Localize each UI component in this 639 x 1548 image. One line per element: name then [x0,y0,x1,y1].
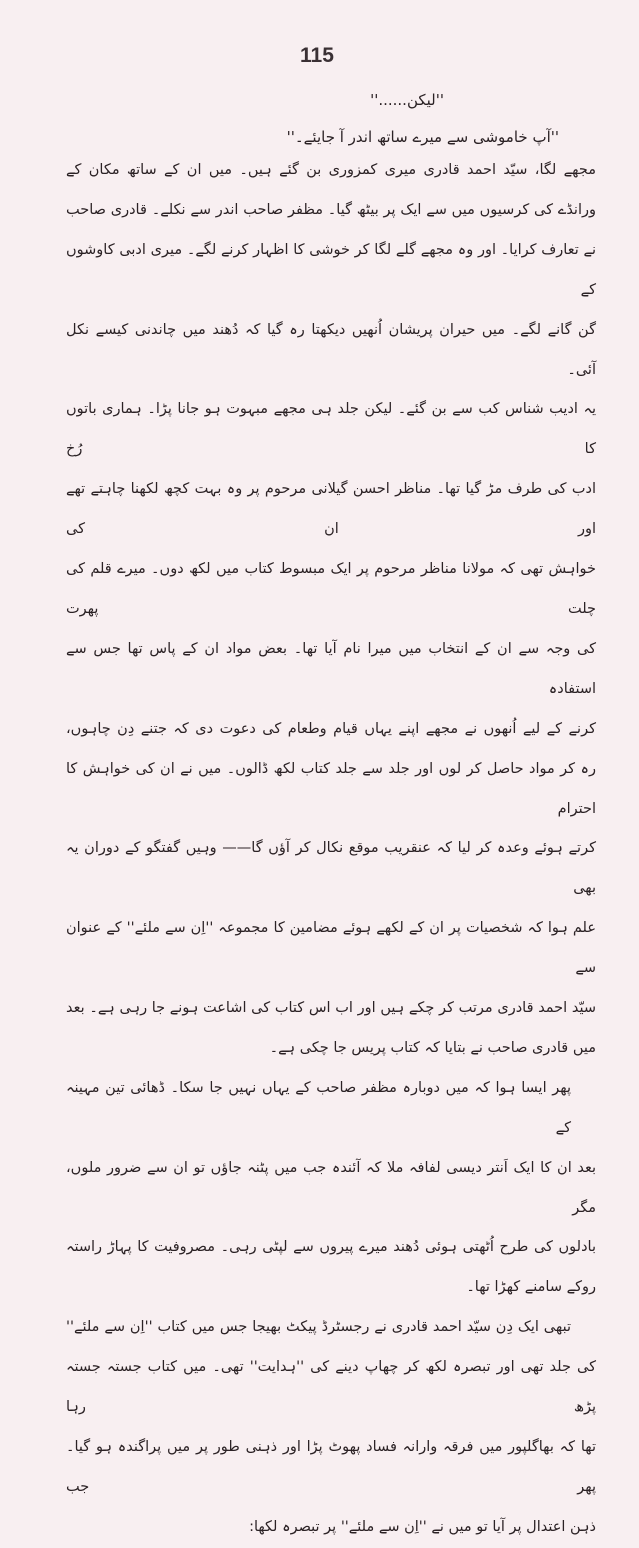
text-line: ذہن اعتدال پر آیا تو میں نے ''اِن سے ملئے'' پر تبصرہ لکھا: [249,1518,596,1535]
text-line: یہ ادیب شناس کب سے بن گئے۔ لیکن جلد ہی مجھے مبہوت ہو جانا پڑا۔ ہماری باتوں کا رُخ [66,401,596,458]
text-line: بادلوں کی طرح اُٹھتی ہوئی دُھند میرے پیروں سے لپٹی رہی۔ مصروفیت کا پہاڑ راستہ [66,1239,596,1256]
text-line: کرنے کے لیے اُنھوں نے مجھے اپنے یہاں قیام وطعام کی دعوت دی کہ جتنے دِن چاہوں، [66,720,596,737]
text-line: میں قادری صاحب نے بتایا کہ کتاب پریس جا چکی ہے۔ [269,1039,596,1056]
text-line: رہ کر مواد حاصل کر لوں اور جلد سے جلد کتاب لکھ ڈالوں۔ میں نے ان کی خواہش کا احترام [66,760,596,817]
page-number: 115 [300,44,334,67]
text-line: سیّد احمد قادری مرتب کر چکے ہیں اور اب اس کتاب کی اشاعت ہونے جا رہی ہے۔ بعد [66,1000,596,1017]
dialogue-line: ''آپ خاموشی سے میرے ساتھ اندر آ جایئے۔'' [286,128,559,146]
text-line: علم ہوا کہ شخصیات پر ان کے لکھے ہوئے مضامین کا مجموعہ ''اِن سے ملئے'' کے عنوان سے [66,920,596,977]
text-line: تبھی ایک دِن سیّد احمد قادری نے رجسٹرڈ پیکٹ بھیجا جس میں کتاب ''اِن سے ملئے'' [66,1319,571,1336]
text-line: کی جلد تھی اور تبصرہ لکھ کر چھاپ دینے کی ''ہدایت'' تھی۔ میں کتاب جستہ جستہ پڑھ رہا [66,1359,596,1416]
text-line: تھا کہ بھاگلپور میں فرقہ وارانہ فساد پھوٹ پڑا اور ذہنی طور پر میں پراگندہ ہو گیا۔ پھر جب [66,1439,596,1495]
text-line: پھر ایسا ہوا کہ میں دوبارہ مظفر صاحب کے یہاں نہیں جا سکا۔ ڈھائی تین مہینہ کے [66,1079,571,1136]
text-line: بعد ان کا ایک اَنتر دیسی لفافہ ملا کہ آئندہ جب میں پٹنہ جاؤں تو ان سے ضرور ملوں، مگر [66,1159,596,1216]
body-text [66,151,596,1548]
text-line: نے تعارف کرایا۔ اور وہ مجھے گلے لگا کر خوشی کا اظہار کرنے لگے۔ میری ادبی کاوشوں کے [66,241,596,298]
text-line: روکے سامنے کھڑا تھا۔ [466,1279,596,1296]
text-line: مجھے لگا، سیّد احمد قادری میری کمزوری بن گئے ہیں۔ میں ان کے ساتھ مکان کے [66,162,596,178]
text-line: خواہش تھی کہ مولانا مناظر مرحوم پر ایک مبسوط کتاب میں لکھ دوں۔ میرے قلم کی چلت پھرت [66,561,596,617]
text-line: ورانڈے کی کرسیوں میں سے ایک پر بیٹھ گیا۔ مظفر صاحب اندر سے نکلے۔ قادری صاحب [66,201,596,218]
text-line: کرتے ہوئے وعدہ کر لیا کہ عنقریب موقع نکال کر آؤں گا—— وہیں گفتگو کے دوران یہ بھی [66,840,596,897]
text-line: ادب کی طرف مڑ گیا تھا۔ مناظر احسن گیلانی مرحوم پر وہ بہت کچھ لکھنا چاہتے تھے اور ان کی [66,481,596,538]
text-line: گن گانے لگے۔ میں حیران پریشان اُنھیں دیکھتا رہ گیا کہ دُھند میں چاندنی کیسے نکل آئی۔ [66,321,596,378]
dialogue-line: ''لیکن......'' [370,91,444,109]
text-line: کی وجہ سے ان کے انتخاب میں میرا نام آیا تھا۔ بعض مواد ان کے پاس تھا جس سے استفادہ [66,640,596,697]
